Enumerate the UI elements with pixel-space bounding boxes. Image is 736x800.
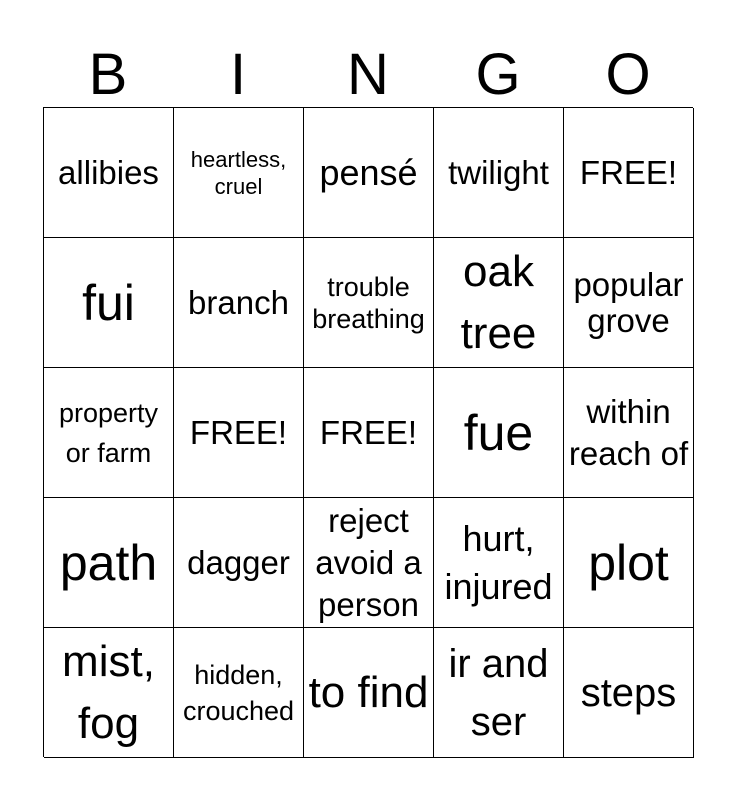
cell-text: allibies: [58, 153, 159, 191]
cell-text: dagger: [187, 543, 290, 581]
cell-text: twilight: [448, 153, 549, 191]
cell-text: to find: [308, 667, 429, 717]
cell-text: FREE!: [319, 413, 418, 451]
cell-text: FREE!: [579, 153, 678, 191]
bingo-header: [43, 42, 693, 108]
bingo-cell-free[interactable]: [564, 108, 694, 238]
bingo-cell[interactable]: [174, 628, 304, 758]
bingo-cell[interactable]: [174, 238, 304, 368]
bingo-cell[interactable]: [174, 108, 304, 238]
bingo-cell-free[interactable]: [304, 368, 434, 498]
bingo-cell[interactable]: [44, 238, 174, 368]
bingo-cell[interactable]: [434, 368, 564, 498]
bingo-cell[interactable]: [564, 368, 694, 498]
cell-text: plot: [588, 534, 669, 591]
bingo-cell[interactable]: [434, 628, 564, 758]
header-letter-g: G: [475, 42, 521, 107]
cell-text: branch: [188, 283, 289, 321]
bingo-cell[interactable]: [304, 498, 434, 628]
bingo-cell-free[interactable]: [174, 368, 304, 498]
cell-text: hidden, crouched: [182, 659, 295, 726]
cell-text: within reach of: [568, 392, 689, 472]
bingo-cell[interactable]: [304, 628, 434, 758]
bingo-cell[interactable]: [304, 238, 434, 368]
cell-text: hurt, injured: [444, 517, 553, 607]
cell-text: heartless, cruel: [190, 146, 287, 199]
cell-text: fui: [82, 274, 135, 331]
cell-text: property or farm: [58, 397, 159, 468]
cell-text: oak tree: [460, 246, 537, 358]
bingo-cell[interactable]: [44, 368, 174, 498]
bingo-cell[interactable]: [434, 238, 564, 368]
header-letter-b: B: [88, 42, 128, 107]
bingo-cell[interactable]: [304, 108, 434, 238]
bingo-cell[interactable]: [44, 498, 174, 628]
cell-text: ir and ser: [448, 641, 549, 744]
cell-text: fue: [463, 404, 534, 461]
header-letter-n: N: [347, 42, 389, 107]
bingo-cell[interactable]: [434, 498, 564, 628]
cell-text: steps: [580, 670, 677, 715]
bingo-cell[interactable]: [44, 628, 174, 758]
cell-text: trouble breathing: [312, 271, 425, 334]
bingo-cell[interactable]: [564, 498, 694, 628]
cell-text: reject avoid a person: [315, 501, 422, 623]
cell-text: pensé: [319, 151, 418, 193]
header-letter-o: O: [605, 42, 651, 107]
cell-text: path: [59, 534, 158, 591]
bingo-cell[interactable]: [44, 108, 174, 238]
cell-text: mist, fog: [62, 636, 155, 748]
bingo-cell[interactable]: [434, 108, 564, 238]
bingo-board: [43, 107, 693, 757]
cell-text: FREE!: [189, 413, 288, 451]
bingo-cell[interactable]: [564, 238, 694, 368]
bingo-cell[interactable]: [564, 628, 694, 758]
header-letter-i: I: [229, 42, 247, 107]
bingo-cell[interactable]: [174, 498, 304, 628]
cell-text: popular grove: [573, 265, 684, 339]
